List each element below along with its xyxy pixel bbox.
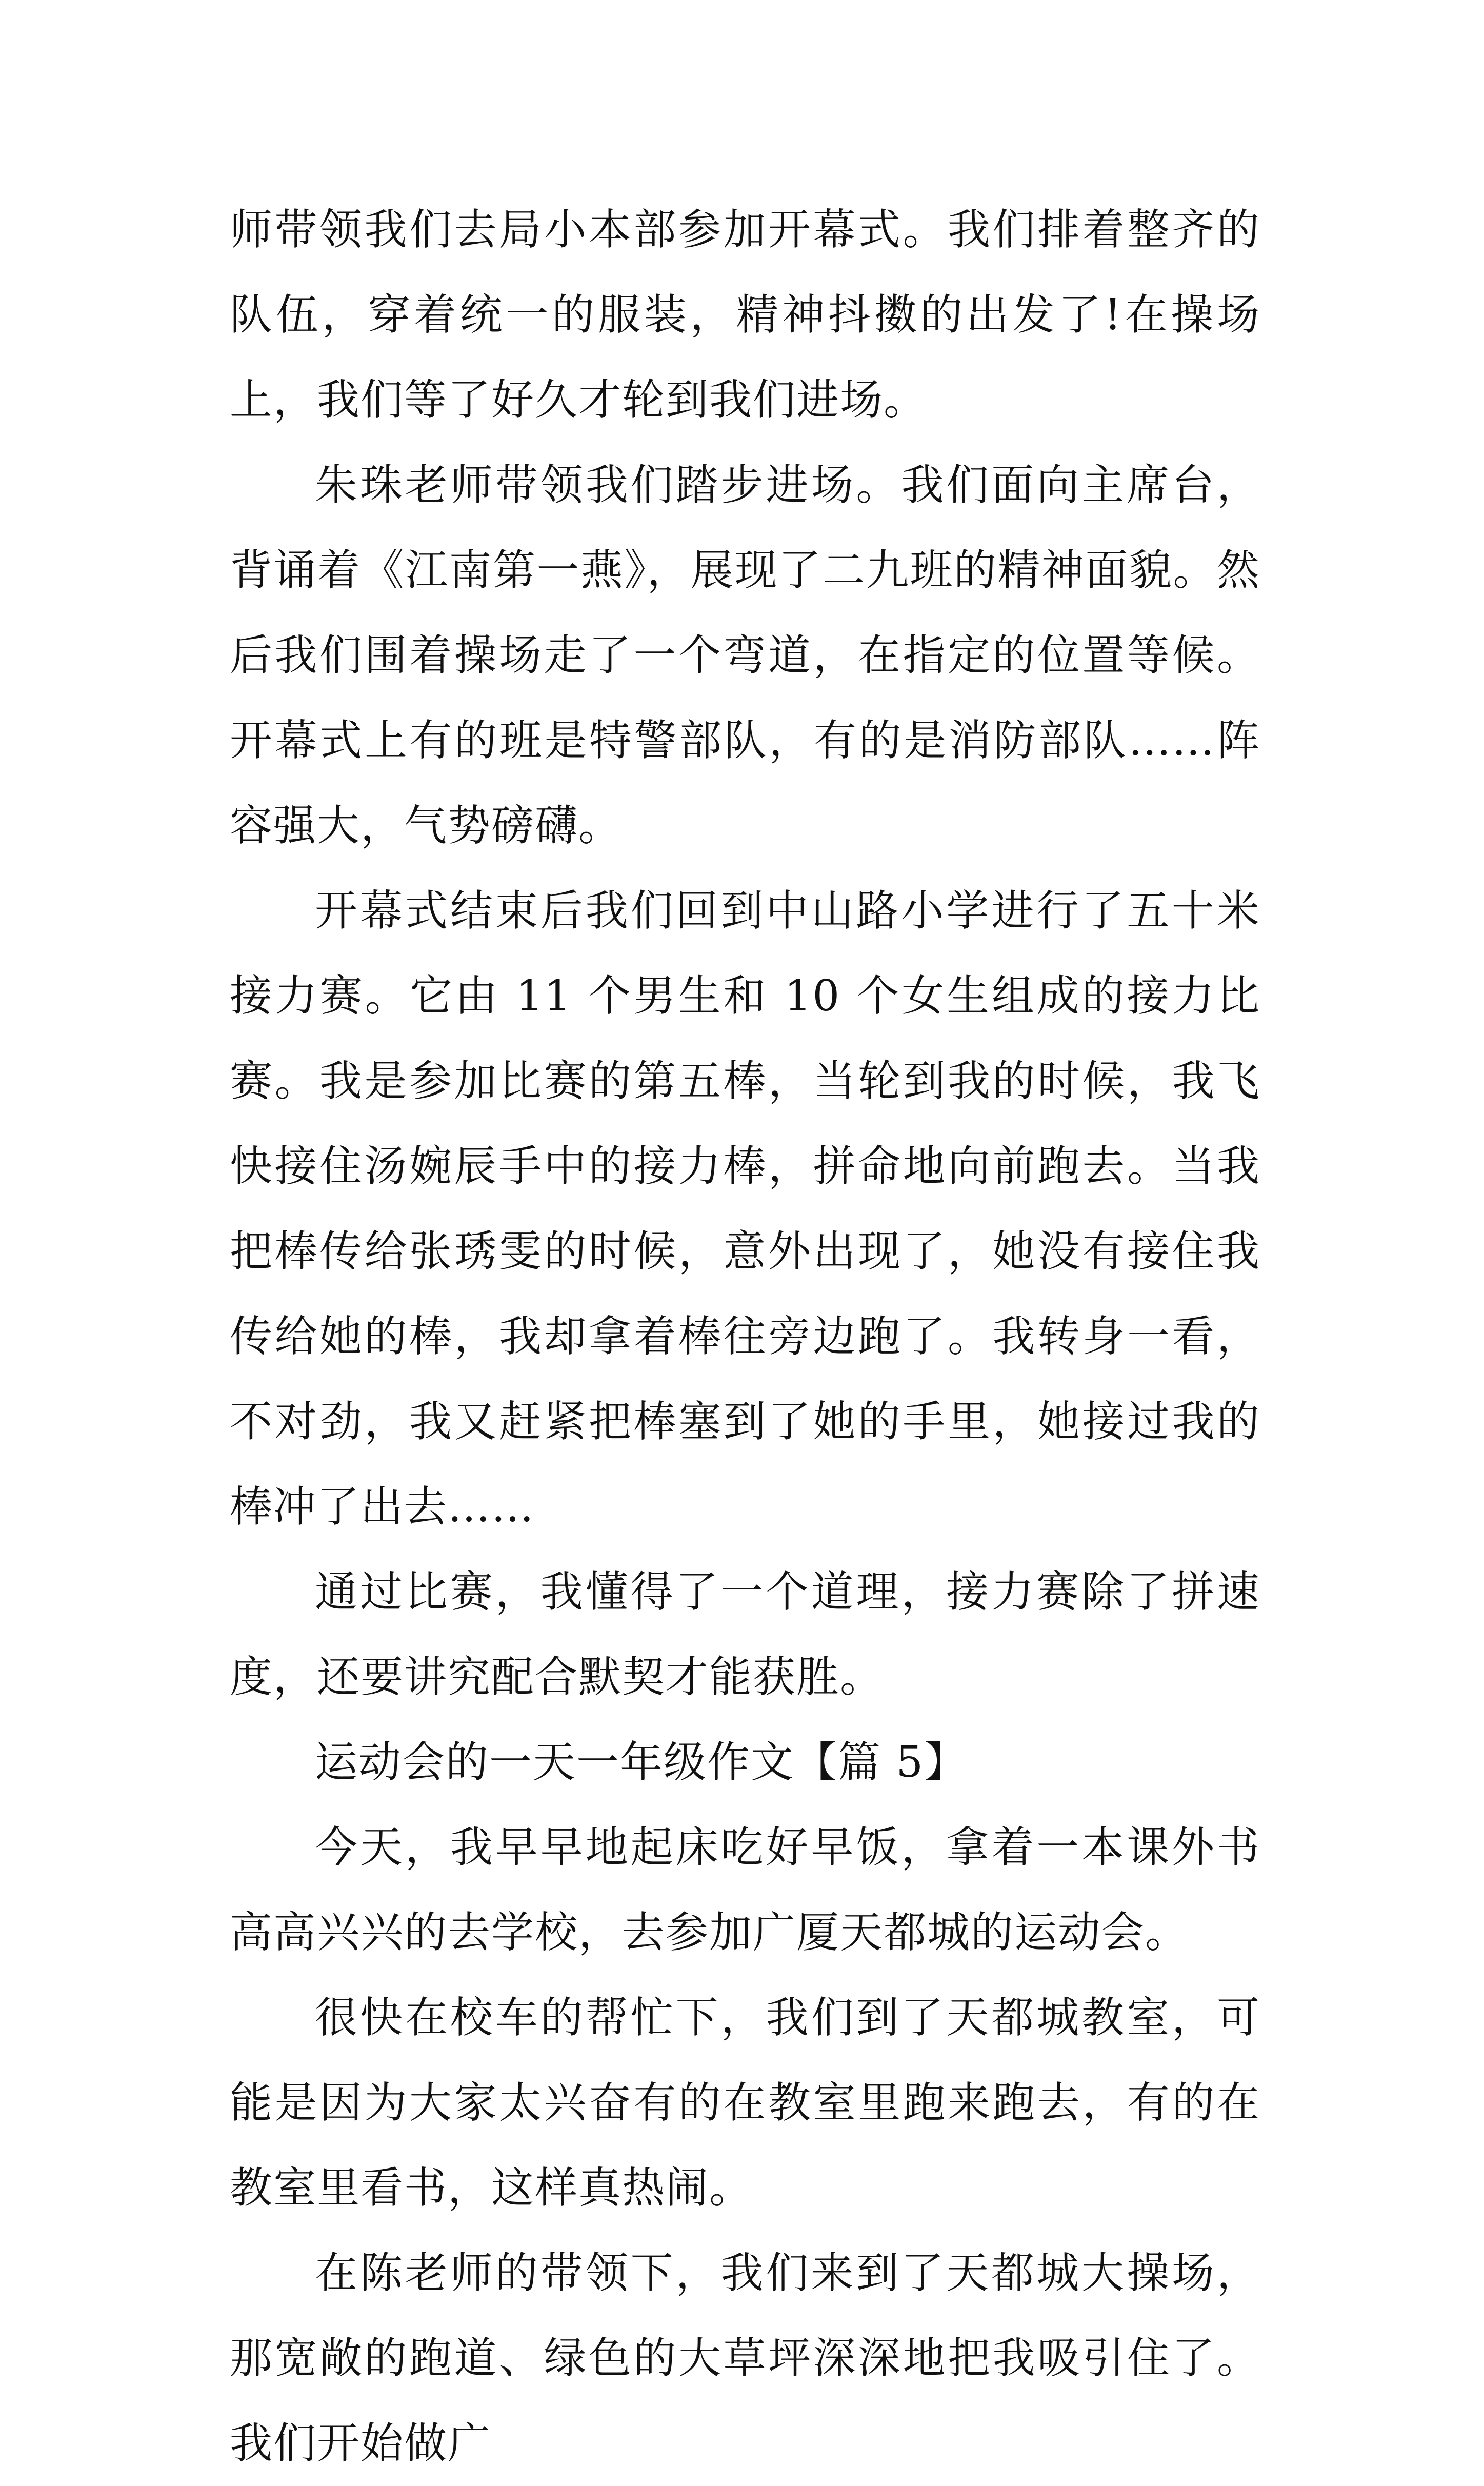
- paragraph-5: 今天，我早早地起床吃好早饭，拿着一本课外书高高兴兴的去学校，去参加广厦天都城的运动会。: [230, 1822, 1260, 1957]
- paragraph-6: 很快在校车的帮忙下，我们到了天都城教室，可能是因为大家太兴奋有的在教室里跑来跑去，有的在教室里看书，这样真热闹。: [230, 1993, 1260, 2213]
- paragraph-4: 通过比赛，我懂得了一个道理，接力赛除了拼速度，还要讲究配合默契才能获胜。: [230, 1567, 1260, 1702]
- paragraph-1: 师带领我们去局小本部参加开幕式。我们排着整齐的队伍，穿着统一的服装，精神抖擞的出发了!在操场上，我们等了好久才轮到我们进场。: [230, 205, 1260, 425]
- paragraph-2: 朱珠老师带领我们踏步进场。我们面向主席台，背诵着《江南第一燕》，展现了二九班的精神面貌。然后我们围着操场走了一个弯道，在指定的位置等候。开幕式上有的班是特警部队，有的是消防部队……阵容强大，气势磅礴。: [230, 460, 1260, 850]
- section-heading: 运动会的一天一年级作文【篇 5】: [315, 1737, 968, 1787]
- paragraph-7: 在陈老师的带领下，我们来到了天都城大操场，那宽敞的跑道、绿色的大草坪深深地把我吸引住了。我们开始做广: [230, 2248, 1260, 2468]
- document-body: [230, 187, 1260, 2486]
- paragraph-3: 开幕式结束后我们回到中山路小学进行了五十米接力赛。它由 11 个男生和 10 个女生组成的接力比赛。我是参加比赛的第五棒，当轮到我的时候，我飞快接住汤婉辰手中的接力棒，拼命地向前跑去。当我把棒传给张琇雯的时候，意外出现了，她没有接住我传给她的棒，我却拿着棒往旁边跑了。我转身一看，不对劲，我又赶紧把棒塞到了她的手里，她接过我的棒冲了出去……: [230, 886, 1260, 1532]
